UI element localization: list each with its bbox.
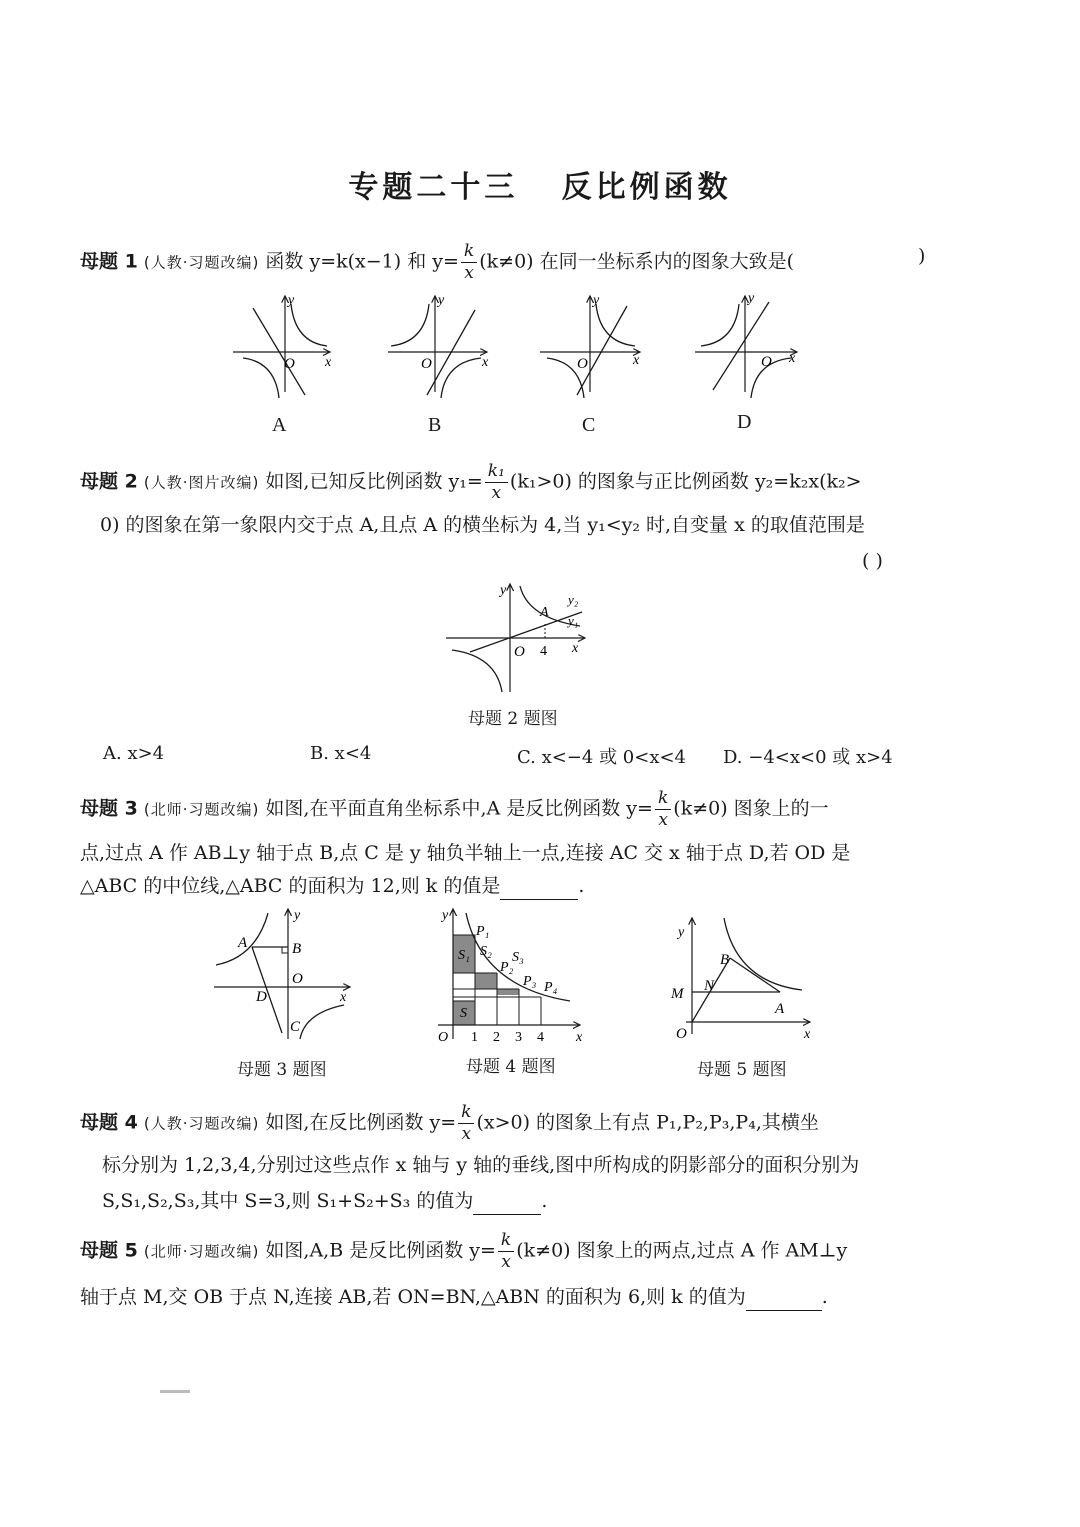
q5-fig-y: y (678, 925, 685, 940)
q2-option-b: B. x<4 (310, 743, 372, 764)
q5-fig-x: x (804, 1027, 811, 1042)
q4-text-after: (x>0) 的图象上有点 P₁,P₂,P₃,P₄,其横坐 (476, 1111, 819, 1134)
q2-fig-x: x (572, 641, 579, 656)
q4-text-before: 如图,在反比例函数 y= (265, 1111, 457, 1134)
q2-fig-a: A (540, 605, 549, 620)
q4-fig-y: y (442, 908, 449, 923)
q4-figure (430, 905, 590, 1045)
q4-fig-t4: 4 (537, 1030, 544, 1045)
q2-option-c: C. x<−4 或 0<x<4 (517, 747, 687, 768)
q3-fig-y: y (294, 908, 301, 923)
q4-fig-t1: 1 (471, 1030, 478, 1045)
q2-label: 母题 2 (80, 470, 138, 493)
q2-fraction (485, 463, 508, 502)
q4-line3-end: . (541, 1190, 548, 1212)
q1-stem (80, 243, 794, 282)
q5-frac-num: k (498, 1232, 514, 1252)
q3-line3-end: . (578, 875, 585, 897)
q5-figure (668, 910, 818, 1045)
q4-fig-s3: S₃ (512, 950, 524, 965)
q2-figure (440, 580, 600, 695)
q4-fig-o: O (438, 1030, 449, 1045)
q2-option-d: D. −4<x<0 或 x>4 (723, 747, 893, 768)
q4-fig-p4: P₄ (544, 980, 558, 995)
q5-fig-n: N (704, 978, 715, 994)
q5-answer-blank[interactable] (746, 1284, 822, 1311)
q2-fig-y1: y₁ (568, 613, 579, 628)
q1d-origin: O (761, 354, 772, 370)
q3-label: 母题 3 (80, 797, 138, 820)
q4-fig-t2: 2 (493, 1030, 500, 1045)
q3-fig-c: C (290, 1019, 301, 1035)
q5-label: 母题 5 (80, 1239, 138, 1262)
q3-fig-d: D (256, 989, 267, 1005)
q1c-y: y (593, 293, 600, 308)
q1-text-after: (k≠0) 在同一坐标系内的图象大致是( (479, 250, 795, 273)
q5-frac-den: x (501, 1252, 511, 1272)
q4-fig-p2: P₂ (500, 960, 514, 975)
q3-figure-caption: 母题 3 题图 (237, 1060, 327, 1080)
q5-figure-caption: 母题 5 题图 (697, 1060, 787, 1080)
q3-source: (北师·习题改编) (143, 800, 260, 819)
q1a-origin: O (284, 356, 295, 372)
q4-line3: S,S₁,S₂,S₃,其中 S=3,则 S₁+S₂+S₃ 的值为 (102, 1190, 474, 1212)
q2-text-after: (k₁>0) 的图象与正比例函数 y₂=k₂x(k₂> (509, 470, 862, 493)
q1c-origin: O (577, 356, 588, 372)
q3-fraction (655, 790, 671, 829)
q2-stem (80, 463, 862, 502)
q4-fig-s1: S₁ (458, 948, 470, 963)
q5-fig-b: B (720, 952, 730, 968)
q2-text-before: 如图,已知反比例函数 y₁= (265, 470, 483, 493)
q1b-x: x (482, 355, 489, 370)
q4-frac-num: k (458, 1104, 474, 1124)
q3-fig-b: B (292, 941, 302, 957)
q1a-x: x (325, 355, 332, 370)
q4-answer-blank[interactable] (473, 1188, 541, 1215)
q4-figure-caption: 母题 4 题图 (466, 1057, 556, 1077)
q4-source: (人教·习题改编) (143, 1114, 260, 1133)
q2-figure-caption: 母题 2 题图 (468, 709, 558, 729)
q1-text-before: 函数 y=k(x−1) 和 y= (265, 250, 459, 273)
q5-source: (北师·习题改编) (143, 1242, 260, 1261)
q1-option-c-label: C (582, 414, 596, 436)
q3-line3: △ABC 的中位线,△ABC 的面积为 12,则 k 的值是 (80, 875, 501, 897)
q2-paren: ( ) (862, 550, 883, 572)
q1b-origin: O (421, 356, 432, 372)
q1-graphs (225, 290, 815, 400)
q2-line2: 0) 的图象在第一象限内交于点 A,且点 A 的横坐标为 4,当 y₁<y₂ 时,自变量 x 的取值范围是 (100, 514, 865, 536)
q1-graph-a (233, 293, 332, 398)
q4-frac-den: x (461, 1124, 472, 1144)
q3-fig-o: O (292, 971, 303, 987)
q5-line2: 轴于点 M,交 OB 于点 N,连接 AB,若 ON=BN,△ABN 的面积为 6,则 k 的值为 (80, 1286, 746, 1308)
q5-fig-o: O (676, 1026, 687, 1042)
q3-figure (210, 905, 360, 1040)
q1d-y: y (748, 291, 755, 306)
q2-fig-y2: y₂ (568, 592, 579, 607)
q1-fraction (461, 243, 477, 282)
q1a-y: y (288, 293, 295, 308)
q1-graph-c (540, 293, 640, 398)
q4-fraction (458, 1104, 474, 1143)
q3-text-before: 如图,在平面直角坐标系中,A 是反比例函数 y= (265, 797, 653, 820)
q5-text-before: 如图,A,B 是反比例函数 y= (265, 1239, 496, 1262)
q1-label: 母题 1 (80, 250, 138, 273)
q1c-x: x (633, 353, 640, 368)
q5-fig-m: M (671, 986, 684, 1002)
q1-option-b-label: B (428, 414, 442, 436)
q3-answer-blank[interactable] (500, 873, 578, 900)
q5-fig-a: A (775, 1001, 785, 1017)
q1-frac-num: k (461, 243, 477, 263)
q2-source: (人教·图片改编) (143, 473, 260, 492)
q4-label: 母题 4 (80, 1111, 138, 1134)
q2-frac-den: x (491, 483, 502, 503)
q2-frac-num: k₁ (485, 463, 508, 483)
q3-fig-x: x (340, 990, 347, 1005)
q4-shade-s3 (497, 989, 519, 995)
q1d-x: x (789, 351, 796, 366)
q4-line2: 标分别为 1,2,3,4,分别过这些点作 x 轴与 y 轴的垂线,图中所构成的阴影部分的面积分别为 (102, 1154, 860, 1176)
q1-frac-den: x (464, 263, 474, 283)
q2-fig-four: 4 (540, 644, 547, 659)
q1-graph-d (695, 291, 797, 398)
q3-text-after: (k≠0) 图象上的一 (673, 797, 829, 820)
q4-stem (80, 1104, 819, 1143)
q3-frac-den: x (658, 810, 668, 830)
q1-option-d-label: D (737, 411, 752, 433)
q2-fig-y: y (500, 583, 507, 598)
q3-line3-wrap (80, 873, 584, 900)
q3-stem (80, 790, 829, 829)
q4-line3-wrap (102, 1188, 547, 1215)
q4-fig-x: x (576, 1030, 583, 1045)
q3-frac-num: k (655, 790, 671, 810)
q1-option-a-label: A (272, 414, 287, 436)
q4-fig-p1: P₁ (476, 924, 490, 939)
q3-line2: 点,过点 A 作 AB⊥y 轴于点 B,点 C 是 y 轴负半轴上一点,连接 AC 交 x 轴于点 D,若 OD 是 (80, 842, 851, 864)
page-title: 专题二十三 反比例函数 (348, 170, 732, 205)
q4-fig-p3: P₃ (523, 974, 537, 989)
scan-smudge (160, 1390, 190, 1393)
q5-stem (80, 1232, 847, 1271)
q5-text-after: (k≠0) 图象上的两点,过点 A 作 AM⊥y (516, 1239, 848, 1262)
q1-paren-close: ) (918, 245, 926, 267)
q5-line2-end: . (821, 1286, 828, 1308)
q4-fig-s: S (460, 1006, 467, 1021)
q3-fig-a: A (238, 935, 248, 951)
q2-option-a: A. x>4 (103, 743, 165, 764)
q5-fraction (498, 1232, 514, 1271)
q4-fig-s2: S₂ (480, 944, 492, 959)
q1-graph-b (388, 293, 489, 398)
q4-fig-t3: 3 (515, 1030, 522, 1045)
q4-shade-s2 (475, 973, 497, 989)
q1-source: (人教·习题改编) (143, 253, 260, 272)
q1b-y: y (438, 293, 445, 308)
q2-fig-origin: O (514, 644, 525, 660)
q5-line2-wrap (80, 1284, 828, 1311)
